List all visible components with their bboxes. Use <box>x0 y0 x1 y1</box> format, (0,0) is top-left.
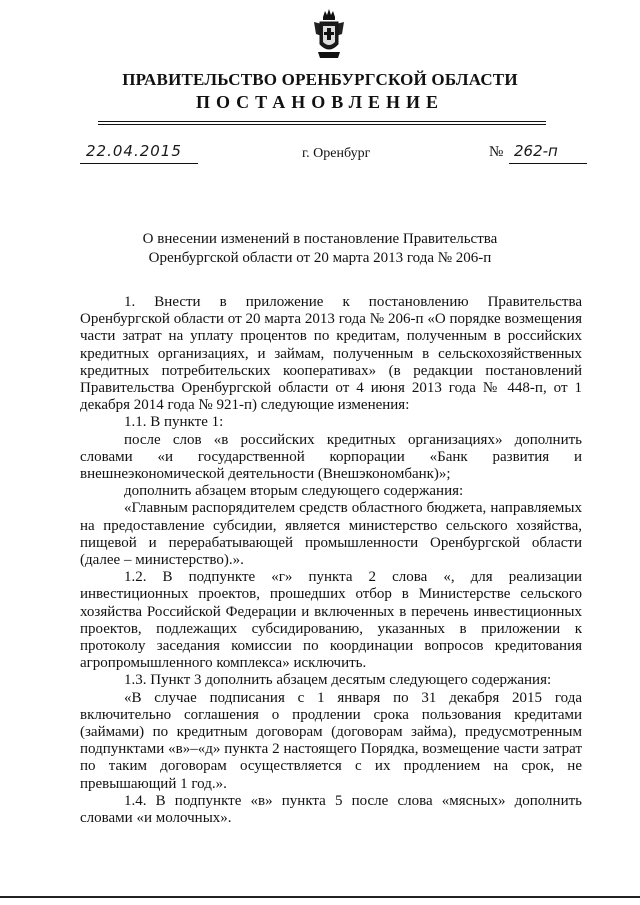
paragraph: дополнить абзацем вторым следующего содержания: <box>124 483 464 500</box>
paragraph: 1.3. Пункт 3 дополнить абзацем десятым следующего содержания: <box>124 672 552 689</box>
subject-line: О внесении изменений в постановление Правительства <box>142 231 498 247</box>
document-city: г. Оренбург <box>302 146 371 161</box>
paragraph: «Главным распорядителем средств областного бюджета, направляемых на предоставление субсидии, является министерство сельского хозяйства, пищевой и перерабатывающей промышленности Оренбургской области (далее – министерство).». <box>80 500 582 569</box>
document-subject <box>120 230 520 268</box>
number-underline <box>509 163 587 164</box>
header-rule-thin <box>98 124 546 125</box>
paragraph: после слов «в российских кредитных организациях» дополнить словами «и государственной корпорации «Банк развития и внешнеэкономической деятельности (Внешэкономбанк)»; <box>80 431 582 483</box>
paragraph: «В случае подписания с 1 января по 31 декабря 2015 года включительно соглашения о продлении срока пользования кредитами (займами) по кредитным договорам (договорам займа), предусмотренным подпунктами «в»–«д» пункта 2 настоящего Порядка, возмещение части затрат по таким договорам осуществляется с их продлением на срок, не превышающий 1 год.». <box>80 689 582 792</box>
document-type: ПОСТАНОВЛЕНИЕ <box>195 92 445 112</box>
government-name: ПРАВИТЕЛЬСТВО ОРЕНБУРГСКОЙ ОБЛАСТИ <box>122 70 518 89</box>
date-underline <box>80 163 198 164</box>
document-number: 262-п <box>514 142 558 160</box>
subject-line: Оренбургской области от 20 марта 2013 года № 206-п <box>148 250 492 266</box>
paragraph: 1. Внести в приложение к постановлению Правительства Оренбургской области от 20 марта 2013 года № 206-п «О порядке возмещения части затрат на уплату процентов по кредитам, полученным в российских кредитных организациях, и займам, полученным в сельскохозяйственных кредитных потребительских кооперативах» (в редакции постановлений Правительства Оренбургской области от 4 июня 2013 года № 448-п, от 1 декабря 2014 года № 921-п) следующие изменения: <box>80 294 582 414</box>
header-rule-thick <box>98 121 546 122</box>
coat-of-arms-icon <box>312 8 346 60</box>
paragraph: 1.2. В подпункте «г» пункта 2 слова «, для реализации инвестиционных проектов, прошедших отбор в Министерстве сельского хозяйства Российской Федерации и включенных в перечень инвестиционных проектов, подлежащих субсидированию, указанных в приложении к протоколу заседания комиссии по координации вопросов кредитования агропромышленного комплекса» исключить. <box>80 569 582 672</box>
number-label: № <box>489 144 504 160</box>
document-body <box>80 294 582 827</box>
paragraph: 1.4. В подпункте «в» пункта 5 после слова «мясных» дополнить словами «и молочных». <box>80 792 582 827</box>
page-bottom-edge <box>0 896 640 898</box>
document-date: 22.04.2015 <box>86 142 182 160</box>
paragraph: 1.1. В пункте 1: <box>124 414 224 431</box>
